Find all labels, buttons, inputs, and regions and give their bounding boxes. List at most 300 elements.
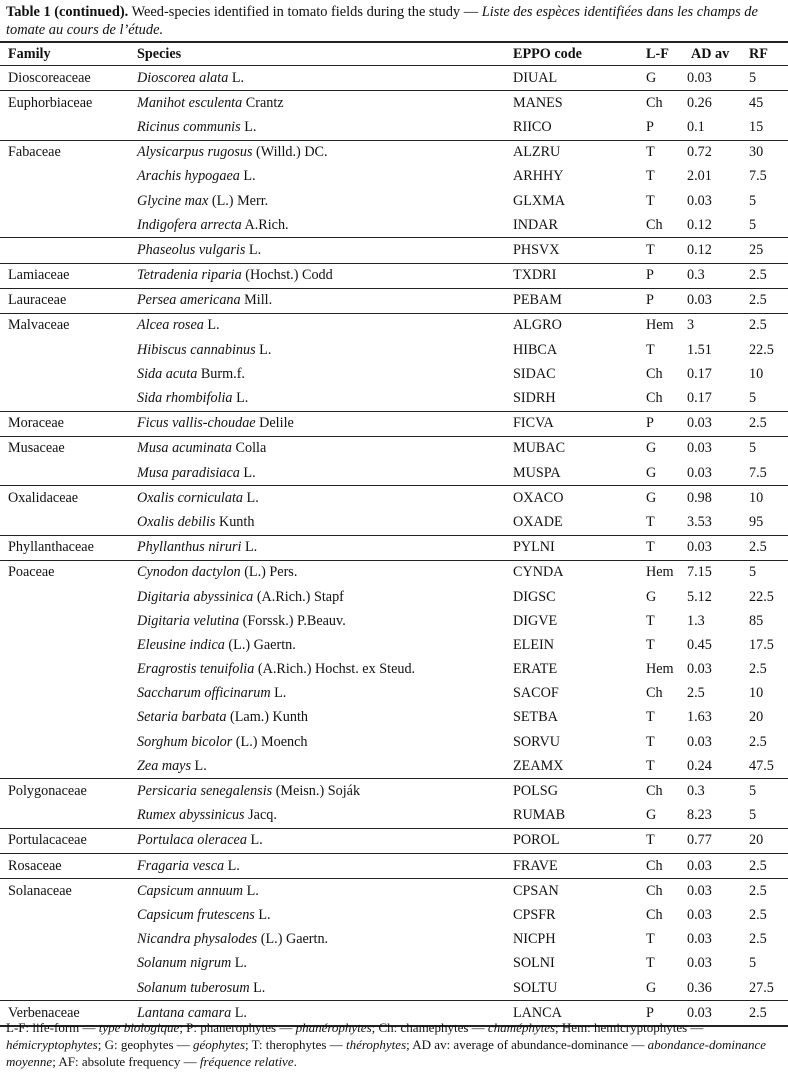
table-row: [0, 461, 788, 486]
species-cell: [132, 682, 505, 706]
species-authority: (L.) Pers.: [244, 564, 298, 581]
species-authority: L.: [246, 489, 259, 506]
rf-cell: 5: [749, 807, 757, 824]
rf-cell: 10: [741, 486, 788, 511]
species-binomial: Sorghum bicolor: [137, 733, 233, 750]
eppo-code-cell: NICPH: [513, 931, 556, 948]
table-row: [0, 754, 788, 779]
species-binomial: Sida acuta: [137, 365, 198, 382]
species-cell: [132, 461, 505, 486]
family-cell: [0, 706, 132, 730]
life-form-cell: T: [646, 168, 655, 185]
life-form-cell: Ch: [638, 91, 683, 116]
ad-av-cell: 1.3: [687, 612, 705, 629]
species-authority: L.: [244, 118, 257, 135]
species-binomial: Nicandra physalodes: [137, 931, 258, 948]
species-binomial: Setaria barbata: [137, 709, 227, 726]
eppo-code-cell: PEBAM: [505, 288, 638, 313]
species-cell: [132, 338, 505, 362]
eppo-code-cell: DIGVE: [513, 612, 558, 629]
header-eppo-code: EPPO code: [505, 42, 638, 66]
life-form-cell: T: [638, 238, 683, 263]
eppo-code-cell: ALZRU: [505, 140, 638, 165]
species-cell: [132, 585, 505, 609]
table-row: [0, 313, 788, 338]
ad-av-cell: 0.17: [687, 365, 712, 382]
table-row: [0, 238, 788, 263]
species-authority: L.: [245, 539, 258, 556]
rf-cell: 2.5: [741, 288, 788, 313]
species-binomial: Ricinus communis: [137, 118, 241, 135]
family-cell: [0, 115, 132, 140]
life-form-cell: Ch: [646, 216, 663, 233]
table-row: [0, 730, 788, 754]
family-cell: Dioscoreaceae: [8, 69, 91, 86]
life-form-cell: Hem: [638, 313, 683, 338]
family-cell: [0, 362, 132, 386]
life-form-cell: P: [638, 1001, 683, 1027]
species-binomial: Phaseolus vulgaris: [137, 241, 246, 258]
family-cell: Euphorbiaceae: [0, 91, 132, 116]
life-form-cell: Ch: [646, 365, 663, 382]
species-binomial: Digitaria velutina: [137, 612, 240, 629]
species-cell: [132, 854, 505, 879]
table-row: [0, 560, 788, 585]
species-authority: (Meisn.) Soják: [275, 783, 361, 800]
eppo-code-cell: RIICO: [513, 118, 552, 135]
table-row: [0, 338, 788, 362]
species-authority: (L.) Gaertn.: [260, 931, 329, 948]
species-cell: [132, 928, 505, 952]
eppo-code-cell: SIDRH: [513, 390, 556, 407]
species-cell: [132, 263, 505, 288]
species-authority: Kunth: [218, 513, 255, 530]
ad-av-cell: 0.03: [683, 854, 741, 879]
table-row: [0, 976, 788, 1001]
species-authority: L.: [227, 857, 240, 874]
family-cell: [0, 633, 132, 657]
ad-av-cell: 0.45: [687, 636, 712, 653]
species-binomial: Ficus vallis-choudae: [137, 415, 256, 432]
rf-cell: 2.5: [749, 733, 767, 750]
rf-cell: 25: [741, 238, 788, 263]
table-row: [0, 411, 788, 436]
eppo-code-cell: MANES: [505, 91, 638, 116]
species-binomial: Digitaria abyssinica: [137, 588, 254, 605]
rf-cell: 10: [749, 365, 764, 382]
weed-species-table: [0, 41, 788, 1027]
species-cell: [132, 879, 505, 904]
ad-av-cell: 2.5: [687, 685, 705, 702]
species-authority: (Hochst.) Codd: [245, 267, 333, 284]
rf-cell: 10: [749, 685, 764, 702]
species-cell: [132, 213, 505, 238]
life-form-cell: Ch: [646, 906, 663, 923]
footnote-french-term: type biologique: [98, 1020, 180, 1035]
species-cell: [132, 436, 505, 461]
table-row: [0, 436, 788, 461]
eppo-code-cell: ZEAMX: [513, 757, 564, 774]
ad-av-cell: 0.12: [683, 238, 741, 263]
rf-cell: 20: [741, 828, 788, 853]
family-cell: [0, 510, 132, 535]
table-row: [0, 706, 788, 730]
rf-cell: 85: [749, 612, 764, 629]
table-footnote: [6, 1020, 782, 1070]
rf-cell: 2.5: [749, 931, 767, 948]
ad-av-cell: 0.03: [687, 955, 712, 972]
caption-label: Table 1 (continued).: [6, 4, 129, 20]
rf-cell: 2.5: [741, 854, 788, 879]
species-binomial: Glycine max: [137, 192, 209, 209]
species-cell: [132, 91, 505, 116]
rf-cell: 2.5: [749, 906, 767, 923]
species-cell: [132, 115, 505, 140]
ad-av-cell: 1.63: [687, 709, 712, 726]
species-binomial: Phyllanthus niruri: [137, 539, 242, 556]
eppo-code-cell: FRAVE: [505, 854, 638, 879]
eppo-code-cell: GLXMA: [513, 192, 566, 209]
species-authority: Delile: [259, 415, 294, 432]
eppo-code-cell: ERATE: [513, 661, 558, 678]
species-binomial: Saccharum officinarum: [137, 685, 271, 702]
eppo-code-cell: INDAR: [513, 216, 558, 233]
species-binomial: Dioscorea alata: [137, 69, 229, 86]
eppo-code-cell: ARHHY: [513, 168, 564, 185]
eppo-code-cell: POROL: [505, 828, 638, 853]
ad-av-cell: 0.1: [687, 118, 705, 135]
ad-av-cell: 0.03: [687, 931, 712, 948]
life-form-cell: Ch: [638, 779, 683, 804]
rf-cell: 5: [741, 436, 788, 461]
rf-cell: 2.5: [741, 879, 788, 904]
ad-av-cell: 0.03: [687, 661, 712, 678]
family-cell: [0, 609, 132, 633]
species-binomial: Eragrostis tenuifolia: [137, 661, 255, 678]
table-row: [0, 658, 788, 682]
family-cell: [0, 952, 132, 976]
rf-cell: 15: [749, 118, 764, 135]
species-cell: [132, 560, 505, 585]
ad-av-cell: 7.15: [683, 560, 741, 585]
rf-cell: 7.5: [749, 464, 767, 481]
species-cell: [132, 362, 505, 386]
species-binomial: Portulaca oleracea: [137, 832, 247, 849]
eppo-code-cell: SETBA: [513, 709, 558, 726]
table-body: [0, 66, 788, 1027]
life-form-cell: T: [646, 709, 655, 726]
life-form-cell: T: [638, 828, 683, 853]
species-binomial: Arachis hypogaea: [137, 168, 240, 185]
table-row: [0, 213, 788, 238]
life-form-cell: P: [638, 288, 683, 313]
species-authority: L.: [253, 979, 266, 996]
family-cell: [0, 189, 132, 213]
species-binomial: Persicaria senegalensis: [137, 783, 273, 800]
species-binomial: Oxalis corniculata: [137, 489, 243, 506]
life-form-cell: Ch: [638, 854, 683, 879]
eppo-code-cell: SIDAC: [513, 365, 556, 382]
rf-cell: 2.5: [741, 313, 788, 338]
family-cell: [0, 461, 132, 486]
species-binomial: Solanum nigrum: [137, 955, 232, 972]
eppo-code-cell: SOLTU: [513, 979, 558, 996]
life-form-cell: T: [646, 612, 655, 629]
species-cell: [132, 779, 505, 804]
species-cell: [132, 288, 505, 313]
species-cell: [132, 165, 505, 189]
life-form-cell: T: [646, 733, 655, 750]
family-cell: Lauraceae: [0, 288, 132, 313]
life-form-cell: G: [646, 807, 657, 824]
family-cell: [0, 903, 132, 927]
life-form-cell: T: [646, 192, 655, 209]
family-cell: [0, 338, 132, 362]
eppo-code-cell: SOLNI: [513, 955, 555, 972]
species-authority: L.: [231, 69, 245, 86]
species-binomial: Tetradenia riparia: [137, 267, 242, 284]
footnote-french-term: abondance-dominance moyenne: [6, 1036, 767, 1069]
family-cell: [0, 658, 132, 682]
table-row: [0, 115, 788, 140]
species-cell: [132, 411, 505, 436]
species-authority: Colla: [235, 440, 267, 457]
rf-cell: 5: [741, 779, 788, 804]
ad-av-cell: 0.03: [683, 535, 741, 560]
rf-cell: 22.5: [749, 588, 774, 605]
family-cell: [0, 213, 132, 238]
family-cell: Rosaceae: [0, 854, 132, 879]
rf-cell: 5: [749, 192, 757, 209]
species-cell: [132, 976, 505, 1001]
species-authority: Mill.: [244, 292, 273, 309]
species-authority: (L.) Moench: [235, 733, 308, 750]
eppo-code-cell: OXACO: [505, 486, 638, 511]
header-family: Family: [0, 42, 132, 66]
species-cell: [132, 658, 505, 682]
rf-cell: 20: [749, 709, 764, 726]
ad-av-cell: 0.03: [683, 411, 741, 436]
table-row: [0, 854, 788, 879]
eppo-code-cell: MUBAC: [505, 436, 638, 461]
ad-av-cell: 3: [683, 313, 741, 338]
eppo-code-cell: OXADE: [513, 513, 563, 530]
rf-cell: 5: [749, 69, 757, 86]
species-authority: L.: [243, 464, 256, 481]
header-ad-av: AD av: [683, 42, 741, 66]
species-cell: [132, 66, 505, 91]
table-row: [0, 66, 788, 91]
species-binomial: Musa paradisiaca: [137, 464, 240, 481]
ad-av-cell: 1.51: [687, 341, 712, 358]
rf-cell: 47.5: [749, 757, 774, 774]
eppo-code-cell: MUSPA: [513, 464, 561, 481]
rf-cell: 17.5: [749, 636, 774, 653]
eppo-code-cell: RUMAB: [513, 807, 566, 824]
life-form-cell: T: [638, 140, 683, 165]
species-authority: (A.Rich.) Stapf: [256, 588, 344, 605]
family-cell: [0, 682, 132, 706]
life-form-cell: T: [646, 636, 655, 653]
footnote-text: ; T: therophytes —: [245, 1036, 346, 1052]
species-binomial: Eleusine indica: [137, 636, 225, 653]
species-binomial: Manihot esculenta: [137, 94, 243, 111]
footnote-text: ; Ch: chamephytes —: [371, 1020, 488, 1035]
life-form-cell: T: [638, 535, 683, 560]
life-form-cell: T: [646, 513, 655, 530]
eppo-code-cell: PHSVX: [505, 238, 638, 263]
species-cell: [132, 804, 505, 829]
rf-cell: 2.5: [749, 661, 767, 678]
family-cell: Malvaceae: [0, 313, 132, 338]
table-row: [0, 779, 788, 804]
eppo-code-cell: PYLNI: [505, 535, 638, 560]
footnote-french-term: chaméphytes: [487, 1020, 556, 1035]
footnote-text: ; P: phanerophytes —: [179, 1020, 296, 1035]
table-row: [0, 928, 788, 952]
footnote-french-term: fréquence relative: [199, 1053, 294, 1069]
ad-av-cell: 3.53: [687, 513, 712, 530]
species-cell: [132, 633, 505, 657]
ad-av-cell: 0.03: [687, 464, 712, 481]
family-cell: Phyllanthaceae: [0, 535, 132, 560]
footnote-french-term: phanérophytes: [295, 1020, 372, 1035]
table-row: [0, 952, 788, 976]
eppo-code-cell: CPSAN: [505, 879, 638, 904]
rf-cell: 22.5: [749, 341, 774, 358]
footnote-text: L-F: life-form —: [6, 1020, 99, 1035]
family-cell: Musaceae: [0, 436, 132, 461]
family-cell: Polygonaceae: [0, 779, 132, 804]
species-cell: [132, 754, 505, 779]
table-row: [0, 879, 788, 904]
eppo-code-cell: FICVA: [505, 411, 638, 436]
life-form-cell: T: [646, 757, 655, 774]
rf-cell: 5: [749, 216, 757, 233]
table-row: [0, 386, 788, 411]
life-form-cell: T: [646, 955, 655, 972]
species-authority: (L.) Gaertn.: [228, 636, 296, 653]
table-row: [0, 585, 788, 609]
species-authority: Jacq.: [248, 807, 277, 824]
table-row: [0, 91, 788, 116]
species-cell: [132, 828, 505, 853]
family-cell: Lamiaceae: [0, 263, 132, 288]
species-authority: L.: [246, 882, 259, 899]
table-row: [0, 263, 788, 288]
species-authority: L.: [258, 906, 271, 923]
species-cell: [132, 535, 505, 560]
footnote-text: ; Hem: hemicryptophytes —: [555, 1020, 704, 1035]
table-row: [0, 510, 788, 535]
species-binomial: Lantana camara: [137, 1004, 232, 1021]
species-binomial: Hibiscus cannabinus: [137, 341, 256, 358]
life-form-cell: G: [646, 69, 657, 86]
family-cell: [0, 165, 132, 189]
family-cell: [0, 585, 132, 609]
table-row: [0, 288, 788, 313]
eppo-code-cell: ELEIN: [513, 636, 554, 653]
species-binomial: Rumex abyssinicus: [137, 807, 245, 824]
table-row: [0, 165, 788, 189]
life-form-cell: Hem: [646, 661, 674, 678]
species-binomial: Musa acuminata: [137, 440, 232, 457]
rf-cell: 2.5: [741, 1001, 788, 1027]
ad-av-cell: 0.17: [687, 390, 712, 407]
table-row: [0, 362, 788, 386]
ad-av-cell: 8.23: [687, 807, 712, 824]
footnote-french-term: géophytes: [193, 1036, 246, 1052]
ad-av-cell: 0.98: [683, 486, 741, 511]
table-row: [0, 535, 788, 560]
life-form-cell: P: [638, 263, 683, 288]
life-form-cell: P: [646, 118, 654, 135]
family-cell: Oxalidaceae: [0, 486, 132, 511]
ad-av-cell: 0.26: [683, 91, 741, 116]
species-binomial: Solanum tuberosum: [137, 979, 250, 996]
species-authority: L.: [207, 317, 220, 334]
life-form-cell: Hem: [638, 560, 683, 585]
species-binomial: Persea americana: [137, 292, 241, 309]
table-row: [0, 486, 788, 511]
footnote-text: ; AF: absolute frequency —: [52, 1053, 200, 1069]
life-form-cell: T: [646, 931, 655, 948]
ad-av-cell: 0.72: [683, 140, 741, 165]
life-form-cell: G: [638, 436, 683, 461]
species-cell: [132, 486, 505, 511]
eppo-code-cell: SORVU: [513, 733, 560, 750]
rf-cell: 95: [749, 513, 764, 530]
species-authority: L.: [234, 1004, 247, 1021]
species-cell: [132, 609, 505, 633]
ad-av-cell: 0.03: [683, 1001, 741, 1027]
rf-cell: 27.5: [749, 979, 774, 996]
species-authority: L.: [250, 832, 263, 849]
eppo-code-cell: DIGSC: [513, 588, 556, 605]
family-cell: [0, 386, 132, 411]
family-cell: Poaceae: [0, 560, 132, 585]
life-form-cell: Ch: [646, 685, 663, 702]
table-row: [0, 828, 788, 853]
species-authority: (Willd.) DC.: [256, 144, 328, 161]
ad-av-cell: 5.12: [687, 588, 712, 605]
species-authority: L.: [236, 390, 249, 407]
rf-cell: 7.5: [749, 168, 767, 185]
ad-av-cell: 0.24: [687, 757, 712, 774]
footnote-text: ; AD av: average of abundance-dominance —: [406, 1036, 648, 1052]
footnote-text: .: [293, 1053, 297, 1069]
ad-av-cell: 0.03: [687, 733, 712, 750]
header-species: Species: [132, 42, 505, 66]
rf-cell: 2.5: [741, 263, 788, 288]
species-cell: [132, 730, 505, 754]
family-cell: [0, 238, 132, 263]
ad-av-cell: 0.12: [687, 216, 712, 233]
life-form-cell: G: [646, 979, 657, 996]
life-form-cell: G: [638, 486, 683, 511]
family-cell: [0, 730, 132, 754]
species-binomial: Oxalis debilis: [137, 513, 216, 530]
species-authority: (Forssk.) P.Beauv.: [242, 612, 346, 629]
footnote-french-term: hémicryptophytes: [6, 1036, 98, 1052]
species-authority: L.: [259, 341, 272, 358]
species-authority: Burm.f.: [200, 365, 245, 382]
table-row: [0, 189, 788, 213]
rf-cell: 45: [741, 91, 788, 116]
eppo-code-cell: SACOF: [513, 685, 559, 702]
rf-cell: 30: [741, 140, 788, 165]
family-cell: Solanaceae: [0, 879, 132, 904]
